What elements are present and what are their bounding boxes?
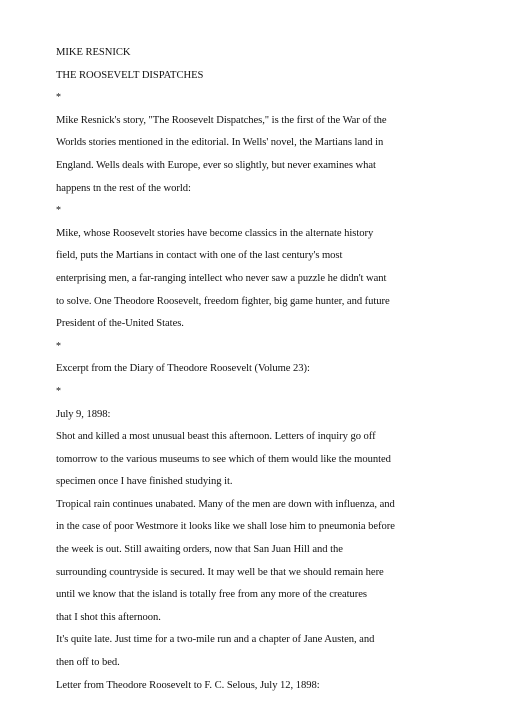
diary-paragraph-line: that I shot this afternoon. [56,611,161,623]
section-separator: * [56,340,61,352]
diary-paragraph-line: surrounding countryside is secured. It may well be that we should remain here [56,566,384,578]
diary-paragraph-line: in the case of poor Westmore it looks like we shall lose him to pneumonia before [56,521,395,533]
diary-paragraph-line: tomorrow to the various museums to see which of them would like the mounted [56,453,391,465]
diary-paragraph-line: the week is out. Still awaiting orders, now that San Juan Hill and the [56,544,343,556]
diary-paragraph-line: until we know that the island is totally free from any more of the creatures [56,589,367,601]
intro-paragraph-line: President of the-United States. [56,318,184,330]
diary-date: July 9, 1898: [56,408,111,420]
intro-paragraph-line: England. Wells deals with Europe, ever so slightly, but never examines what [56,159,376,171]
author-name: MIKE RESNICK [56,47,131,58]
diary-paragraph-line: then off to bed. [56,657,120,669]
section-separator: * [56,385,61,397]
story-title: THE ROOSEVELT DISPATCHES [56,69,204,81]
diary-paragraph-line: Shot and killed a most unusual beast this afternoon. Letters of inquiry go off [56,431,376,443]
intro-paragraph-line: Mike Resnick's story, "The Roosevelt Dispatches," is the first of the War of the [56,114,387,126]
document-page [56,42,476,697]
intro-paragraph-line: enterprising men, a far-ranging intellect who never saw a puzzle he didn't want [56,272,387,284]
diary-paragraph-line: Tropical rain continues unabated. Many of the men are down with influenza, and [56,498,395,510]
diary-paragraph-line: specimen once I have finished studying it. [56,476,233,488]
intro-paragraph-line: happens tn the rest of the world: [56,182,191,194]
intro-paragraph-line: Worlds stories mentioned in the editorial. In Wells' novel, the Martians land in [56,137,384,149]
letter-heading: Letter from Theodore Roosevelt to F. C. Selous, July 12, 1898: [56,679,320,691]
diary-paragraph-line: It's quite late. Just time for a two-mile run and a chapter of Jane Austen, and [56,634,375,646]
diary-excerpt-heading: Excerpt from the Diary of Theodore Roosevelt (Volume 23): [56,363,310,375]
section-separator: * [56,205,61,217]
intro-paragraph-line: Mike, whose Roosevelt stories have become classics in the alternate history [56,227,374,239]
intro-paragraph-line: field, puts the Martians in contact with one of the last century's most [56,250,343,262]
intro-paragraph-line: to solve. One Theodore Roosevelt, freedom fighter, big game hunter, and future [56,295,390,307]
section-separator: * [56,92,61,104]
